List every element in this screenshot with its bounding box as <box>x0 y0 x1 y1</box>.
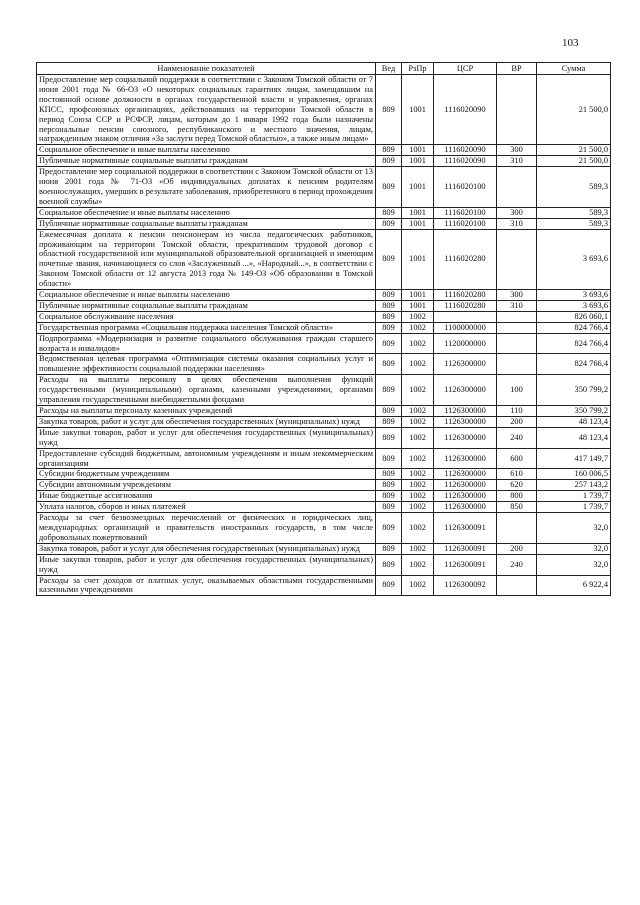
table-row <box>37 543 611 554</box>
cell-ved: 809 <box>376 480 402 491</box>
cell-sum: 48 123,4 <box>537 416 611 427</box>
cell-sum: 824 766,4 <box>537 322 611 333</box>
cell-sum: 3 693,6 <box>537 290 611 301</box>
cell-ved: 809 <box>376 406 402 417</box>
cell-csr: 1116020280 <box>434 229 497 289</box>
cell-name: Закупка товаров, работ и услуг для обеспечения государственных (муниципальных) нужд <box>37 543 376 554</box>
cell-vr <box>497 513 537 544</box>
cell-csr: 1116020280 <box>434 300 497 311</box>
cell-rzpr: 1002 <box>402 322 434 333</box>
cell-csr: 1126300000 <box>434 406 497 417</box>
cell-sum: 6 922,4 <box>537 575 611 596</box>
cell-sum: 350 799,2 <box>537 406 611 417</box>
budget-table <box>36 62 611 596</box>
cell-ved: 809 <box>376 300 402 311</box>
cell-name: Государственная программа «Социальная поддержка населения Томской области» <box>37 322 376 333</box>
table-row <box>37 229 611 289</box>
cell-csr: 1126300000 <box>434 502 497 513</box>
table-row <box>37 502 611 513</box>
table-header-row <box>37 63 611 75</box>
cell-csr: 1116020280 <box>434 290 497 301</box>
cell-rzpr: 1001 <box>402 75 434 145</box>
cell-ved: 809 <box>376 311 402 322</box>
page-number: 103 <box>562 37 579 49</box>
cell-name: Иные закупки товаров, работ и услуг для обеспечения государственных (муниципальных) нужд <box>37 554 376 575</box>
cell-csr: 1126300000 <box>434 491 497 502</box>
cell-vr <box>497 354 537 375</box>
cell-sum: 589,3 <box>537 207 611 218</box>
cell-csr: 1126300000 <box>434 375 497 406</box>
cell-name: Расходы за счет безвозмездных перечислений от физических и юридических лиц, международных организаций и правительств иностранных государств, в том числе добровольных пожертвований <box>37 513 376 544</box>
cell-csr: 1116020100 <box>434 218 497 229</box>
table-row <box>37 75 611 145</box>
cell-ved: 809 <box>376 575 402 596</box>
table-row <box>37 218 611 229</box>
cell-vr: 310 <box>497 156 537 167</box>
cell-csr: 1126300091 <box>434 554 497 575</box>
col-header-csr: ЦСР <box>434 63 497 75</box>
cell-vr: 310 <box>497 300 537 311</box>
table-row <box>37 575 611 596</box>
table-row <box>37 480 611 491</box>
col-header-rzpr: РзПр <box>402 63 434 75</box>
cell-sum: 589,3 <box>537 167 611 208</box>
cell-vr: 200 <box>497 543 537 554</box>
cell-name: Социальное обеспечение и иные выплаты населению <box>37 290 376 301</box>
cell-vr <box>497 575 537 596</box>
cell-vr: 620 <box>497 480 537 491</box>
col-header-name: Наименование показателей <box>37 63 376 75</box>
cell-sum: 32,0 <box>537 554 611 575</box>
cell-ved: 809 <box>376 333 402 354</box>
cell-ved: 809 <box>376 218 402 229</box>
cell-csr: 1100000000 <box>434 322 497 333</box>
table-row <box>37 469 611 480</box>
table-row <box>37 300 611 311</box>
table-row <box>37 207 611 218</box>
cell-name: Уплата налогов, сборов и иных платежей <box>37 502 376 513</box>
cell-vr: 110 <box>497 406 537 417</box>
cell-vr: 200 <box>497 416 537 427</box>
cell-csr: 1116020100 <box>434 167 497 208</box>
cell-name: Социальное обеспечение и иные выплаты населению <box>37 145 376 156</box>
cell-vr: 240 <box>497 427 537 448</box>
cell-ved: 809 <box>376 167 402 208</box>
table-row <box>37 290 611 301</box>
table-row <box>37 311 611 322</box>
cell-rzpr: 1001 <box>402 207 434 218</box>
cell-vr <box>497 229 537 289</box>
cell-sum: 589,3 <box>537 218 611 229</box>
cell-rzpr: 1001 <box>402 218 434 229</box>
cell-ved: 809 <box>376 322 402 333</box>
cell-name: Ежемесячная доплата к пенсии пенсионерам из числа педагогических работников, проживающим на территории Томской области, прекратившим трудовой договор с областной государственной или муниципальной образовательной организацией и имеющим почетные звания, начинающиеся со слов «Заслуженный ...», «Народный...», в соответствии с Законом Томской области от 12 августа 2013 года № 149-ОЗ «Об образовании в Томской области» <box>37 229 376 289</box>
cell-ved: 809 <box>376 427 402 448</box>
cell-sum: 21 500,0 <box>537 145 611 156</box>
cell-name: Расходы за счет доходов от платных услуг, оказываемых областными государственными казенными учреждениями <box>37 575 376 596</box>
cell-rzpr: 1002 <box>402 416 434 427</box>
cell-sum: 3 693,6 <box>537 300 611 311</box>
cell-vr: 800 <box>497 491 537 502</box>
cell-vr: 300 <box>497 207 537 218</box>
cell-csr: 1126300000 <box>434 416 497 427</box>
table-row <box>37 322 611 333</box>
table-row <box>37 145 611 156</box>
cell-ved: 809 <box>376 375 402 406</box>
cell-sum: 1 739,7 <box>537 502 611 513</box>
col-header-vr: ВР <box>497 63 537 75</box>
cell-name: Социальное обслуживание населения <box>37 311 376 322</box>
cell-vr <box>497 75 537 145</box>
table-row <box>37 554 611 575</box>
table-row <box>37 156 611 167</box>
cell-vr <box>497 322 537 333</box>
table-row <box>37 513 611 544</box>
cell-sum: 21 500,0 <box>537 75 611 145</box>
cell-ved: 809 <box>376 491 402 502</box>
cell-name: Социальное обеспечение и иные выплаты населению <box>37 207 376 218</box>
table-row <box>37 333 611 354</box>
cell-rzpr: 1001 <box>402 156 434 167</box>
cell-rzpr: 1002 <box>402 502 434 513</box>
cell-sum: 3 693,6 <box>537 229 611 289</box>
cell-rzpr: 1002 <box>402 448 434 469</box>
cell-csr: 1126300000 <box>434 427 497 448</box>
cell-csr: 1116020090 <box>434 156 497 167</box>
cell-csr: 1126300091 <box>434 513 497 544</box>
table-row <box>37 448 611 469</box>
table-row <box>37 406 611 417</box>
cell-csr: 1126300000 <box>434 354 497 375</box>
cell-ved: 809 <box>376 354 402 375</box>
cell-name: Подпрограмма «Модернизация и развитие социального обслуживания граждан старшего возраста и инвалидов» <box>37 333 376 354</box>
cell-name: Закупка товаров, работ и услуг для обеспечения государственных (муниципальных) нужд <box>37 416 376 427</box>
cell-csr: 1126300092 <box>434 575 497 596</box>
cell-vr: 300 <box>497 290 537 301</box>
cell-ved: 809 <box>376 156 402 167</box>
cell-sum: 32,0 <box>537 513 611 544</box>
cell-csr: 1116020090 <box>434 145 497 156</box>
cell-sum: 21 500,0 <box>537 156 611 167</box>
cell-vr: 240 <box>497 554 537 575</box>
cell-name: Расходы на выплаты персоналу казенных учреждений <box>37 406 376 417</box>
cell-sum: 824 766,4 <box>537 333 611 354</box>
cell-name: Предоставление субсидий бюджетным, автономным учреждениям и иным некоммерческим организациям <box>37 448 376 469</box>
cell-rzpr: 1002 <box>402 554 434 575</box>
table-row <box>37 416 611 427</box>
cell-rzpr: 1002 <box>402 469 434 480</box>
cell-ved: 809 <box>376 207 402 218</box>
cell-ved: 809 <box>376 469 402 480</box>
cell-rzpr: 1002 <box>402 311 434 322</box>
cell-rzpr: 1002 <box>402 480 434 491</box>
cell-sum: 1 739,7 <box>537 491 611 502</box>
cell-sum: 257 143,2 <box>537 480 611 491</box>
col-header-ved: Вед <box>376 63 402 75</box>
cell-vr: 610 <box>497 469 537 480</box>
table-row <box>37 354 611 375</box>
cell-csr: 1126300000 <box>434 480 497 491</box>
cell-sum: 48 123,4 <box>537 427 611 448</box>
cell-name: Субсидии автономным учреждениям <box>37 480 376 491</box>
cell-vr: 300 <box>497 145 537 156</box>
table-row <box>37 427 611 448</box>
cell-csr: 1126300091 <box>434 543 497 554</box>
cell-rzpr: 1002 <box>402 543 434 554</box>
cell-rzpr: 1001 <box>402 167 434 208</box>
cell-ved: 809 <box>376 145 402 156</box>
cell-rzpr: 1001 <box>402 229 434 289</box>
table-row <box>37 167 611 208</box>
cell-rzpr: 1001 <box>402 145 434 156</box>
cell-ved: 809 <box>376 554 402 575</box>
cell-vr <box>497 311 537 322</box>
cell-ved: 809 <box>376 513 402 544</box>
cell-sum: 417 149,7 <box>537 448 611 469</box>
cell-name: Субсидии бюджетным учреждениям <box>37 469 376 480</box>
cell-vr: 310 <box>497 218 537 229</box>
cell-vr: 850 <box>497 502 537 513</box>
cell-name: Предоставление мер социальной поддержки в соответствии с Законом Томской области от 13 июня 2001 года № 71-ОЗ «Об индивидуальных доплатах к пенсиям родителям военнослужащих, умерших в результате заболевания, приобретенного в период прохождения военной службы» <box>37 167 376 208</box>
cell-sum: 350 799,2 <box>537 375 611 406</box>
cell-name: Иные закупки товаров, работ и услуг для обеспечения государственных (муниципальных) нужд <box>37 427 376 448</box>
cell-rzpr: 1002 <box>402 513 434 544</box>
cell-vr <box>497 333 537 354</box>
cell-name: Публичные нормативные социальные выплаты гражданам <box>37 218 376 229</box>
cell-sum: 32,0 <box>537 543 611 554</box>
cell-csr <box>434 311 497 322</box>
cell-name: Ведомственная целевая программа «Оптимизация системы оказания социальных услуг и повышение эффективности социальной поддержки населения» <box>37 354 376 375</box>
cell-name: Расходы на выплаты персоналу в целях обеспечения выполнения функций государственными (муниципальными) органами, казенными учреждениями, органами управления государственными внебюджетными фондами <box>37 375 376 406</box>
cell-ved: 809 <box>376 416 402 427</box>
cell-rzpr: 1002 <box>402 406 434 417</box>
cell-csr: 1126300000 <box>434 448 497 469</box>
col-header-sum: Сумма <box>537 63 611 75</box>
cell-ved: 809 <box>376 502 402 513</box>
cell-ved: 809 <box>376 290 402 301</box>
table-body <box>37 75 611 596</box>
cell-rzpr: 1002 <box>402 427 434 448</box>
cell-ved: 809 <box>376 543 402 554</box>
cell-name: Публичные нормативные социальные выплаты гражданам <box>37 300 376 311</box>
cell-vr <box>497 167 537 208</box>
cell-rzpr: 1002 <box>402 375 434 406</box>
cell-ved: 809 <box>376 75 402 145</box>
cell-sum: 160 006,5 <box>537 469 611 480</box>
cell-vr: 600 <box>497 448 537 469</box>
cell-rzpr: 1002 <box>402 491 434 502</box>
cell-rzpr: 1002 <box>402 354 434 375</box>
cell-ved: 809 <box>376 229 402 289</box>
cell-vr: 100 <box>497 375 537 406</box>
cell-rzpr: 1001 <box>402 300 434 311</box>
table-row <box>37 375 611 406</box>
cell-csr: 1116020100 <box>434 207 497 218</box>
cell-rzpr: 1001 <box>402 290 434 301</box>
cell-csr: 1116020090 <box>434 75 497 145</box>
cell-name: Иные бюджетные ассигнования <box>37 491 376 502</box>
cell-csr: 1120000000 <box>434 333 497 354</box>
cell-name: Публичные нормативные социальные выплаты гражданам <box>37 156 376 167</box>
cell-rzpr: 1002 <box>402 575 434 596</box>
cell-name: Предоставление мер социальной поддержки в соответствии с Законом Томской области от 7 июня 2001 года № 66-ОЗ «О некоторых социальных гарантиях лицам, замещавшим на постоянной основе должности в органах государственной власти и управления, органах КПСС, профсоюзных организациях, действовавших на территории Томской области в период Союза ССР и РСФСР, лицам, которым до 1 января 1992 года были назначены персональные пенсии союзного, республиканского и местного значения, лицам, награжденным знаком отличия «За заслуги перед Томской областью», а также иным лицам» <box>37 75 376 145</box>
cell-sum: 824 766,4 <box>537 354 611 375</box>
cell-ved: 809 <box>376 448 402 469</box>
cell-csr: 1126300000 <box>434 469 497 480</box>
table-row <box>37 491 611 502</box>
cell-rzpr: 1002 <box>402 333 434 354</box>
cell-sum: 826 060,1 <box>537 311 611 322</box>
